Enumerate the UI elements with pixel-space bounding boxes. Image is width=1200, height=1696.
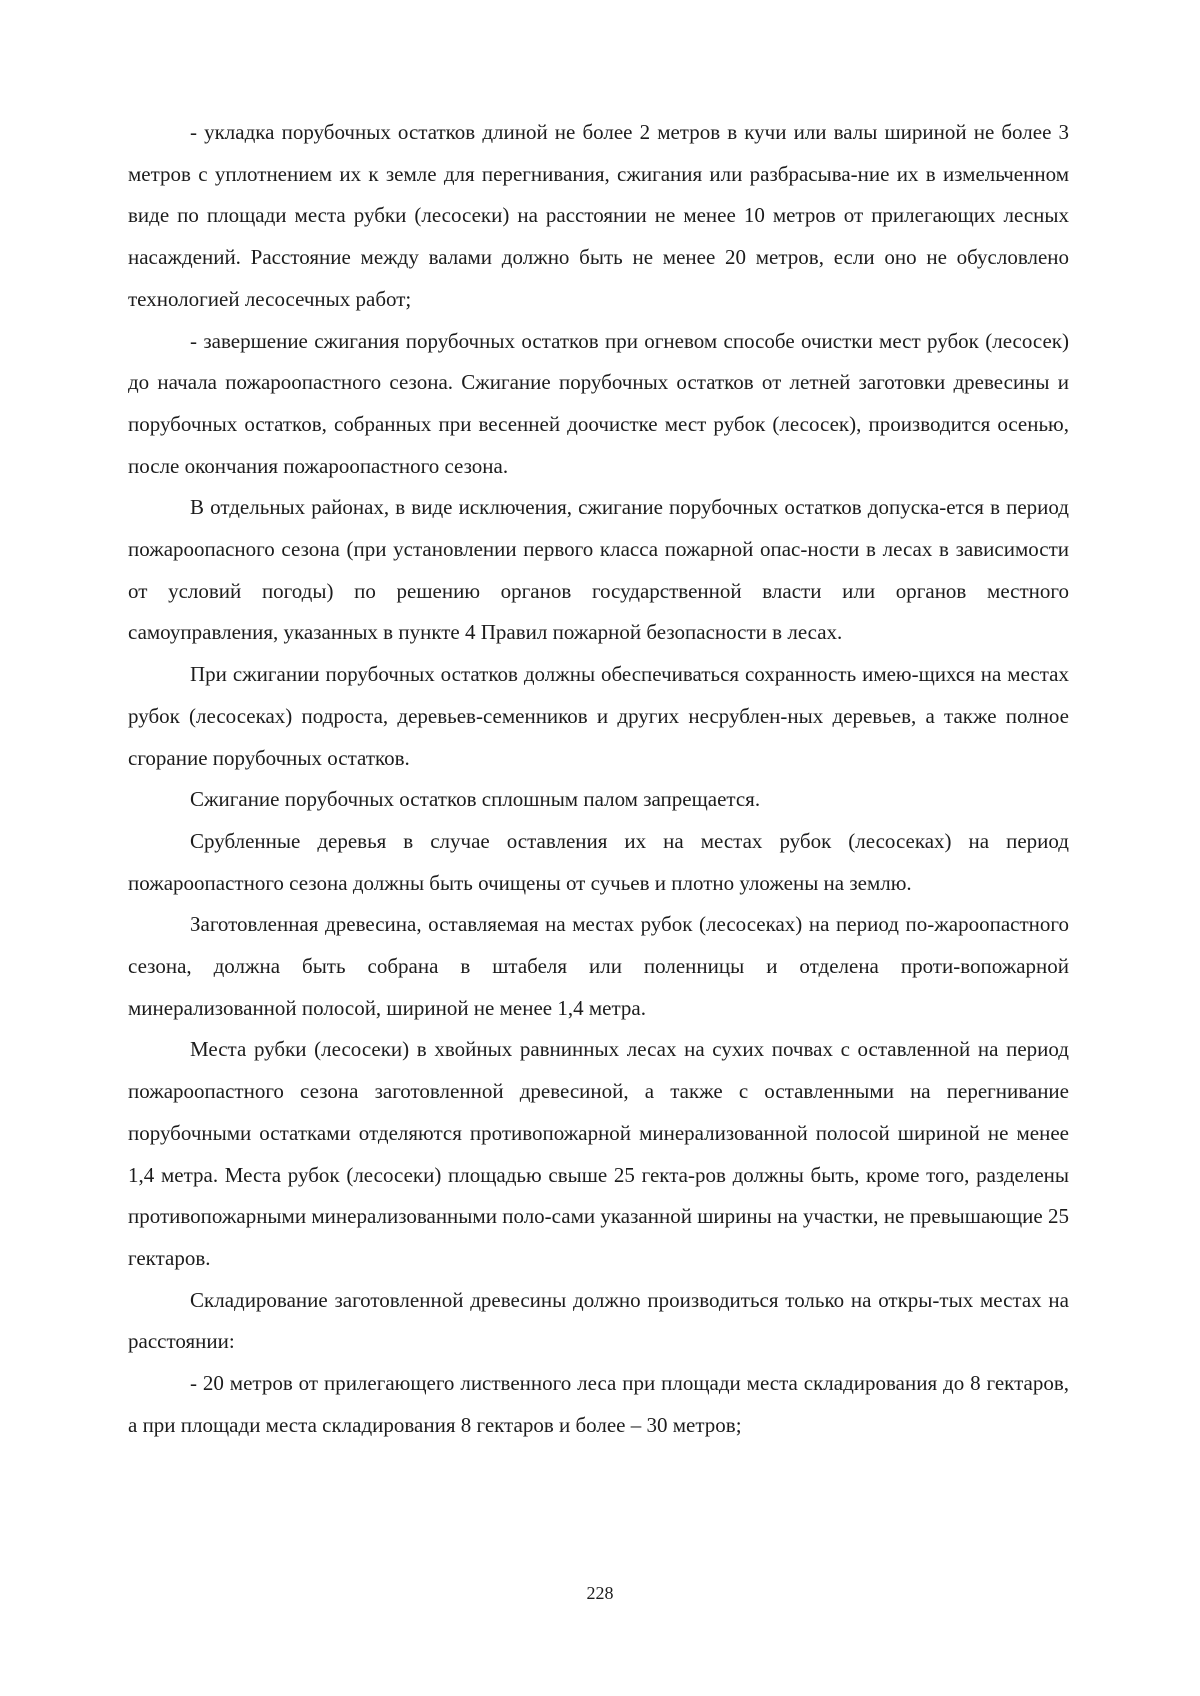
- paragraph: Складирование заготовленной древесины должно производиться только на откры-тых местах на расстоянии:: [128, 1287, 1069, 1354]
- body-text: [128, 112, 1069, 1447]
- paragraph: В отдельных районах, в виде исключения, сжигание порубочных остатков допуска-ется в период пожароопасного сезона (при установлении первого класса пожарной опас-ности в лесах в зависимости от условий погоды) по решению органов государственной власти или органов местного самоуправления, указанных в пункте 4 Правил пожарной безопасности в лесах.: [128, 495, 1069, 645]
- paragraph: - укладка порубочных остатков длиной не более 2 метров в кучи или валы шириной не более 3 метров с уплотнением их к земле для перегнивания, сжигания или разбрасыва-ние их в измельченном виде по площади места рубки (лесосеки) на расстоянии не менее 10 метров от прилегающих лесных насаждений. Расстояние между валами должно быть не менее 20 метров, если оно не обусловлено технологией лесосечных работ;: [128, 120, 1069, 311]
- paragraph: Сжигание порубочных остатков сплошным палом запрещается.: [190, 787, 761, 812]
- paragraph: Места рубки (лесосеки) в хвойных равнинных лесах на сухих почвах с оставленной на период пожароопастного сезона заготовленной древесиной, а также с оставленными на перегнивание порубочными остатками отделяются противопожарной минерализованной полосой шириной не менее 1,4 метра. Места рубок (лесосеки) площадью свыше 25 гекта-ров должны быть, кроме того, разделены противопожарными минерализованными поло-сами указанной ширины на участки, не превышающие 25 гектаров.: [128, 1037, 1069, 1270]
- page-number: 228: [586, 1583, 614, 1603]
- paragraph: - завершение сжигания порубочных остатков при огневом способе очистки мест рубок (лесосек) до начала пожароопастного сезона. Сжигание порубочных остатков от летней заготовки древесины и порубочных остатков, собранных при весенней доочистке мест рубок (лесосек), производится осенью, после окончания пожароопастного сезона.: [128, 328, 1069, 478]
- paragraph: Заготовленная древесина, оставляемая на местах рубок (лесосеках) на период по-жароопастного сезона, должна быть собрана в штабеля или поленницы и отделена проти-вопожарной минерализованной полосой, шириной не менее 1,4 метра.: [128, 912, 1069, 1020]
- paragraph: Срубленные деревья в случае оставления их на местах рубок (лесосеках) на период пожароопастного сезона должны быть очищены от сучьев и плотно уложены на землю.: [128, 828, 1069, 895]
- paragraph: При сжигании порубочных остатков должны обеспечиваться сохранность имею-щихся на местах рубок (лесосеках) подроста, деревьев-семенников и других несрублен-ных деревьев, а также полное сгорание порубочных остатков.: [128, 662, 1069, 770]
- paragraph: - 20 метров от прилегающего лиственного леса при площади места складирования до 8 гектаров, а при площади места складирования 8 гектаров и более – 30 метров;: [128, 1371, 1069, 1437]
